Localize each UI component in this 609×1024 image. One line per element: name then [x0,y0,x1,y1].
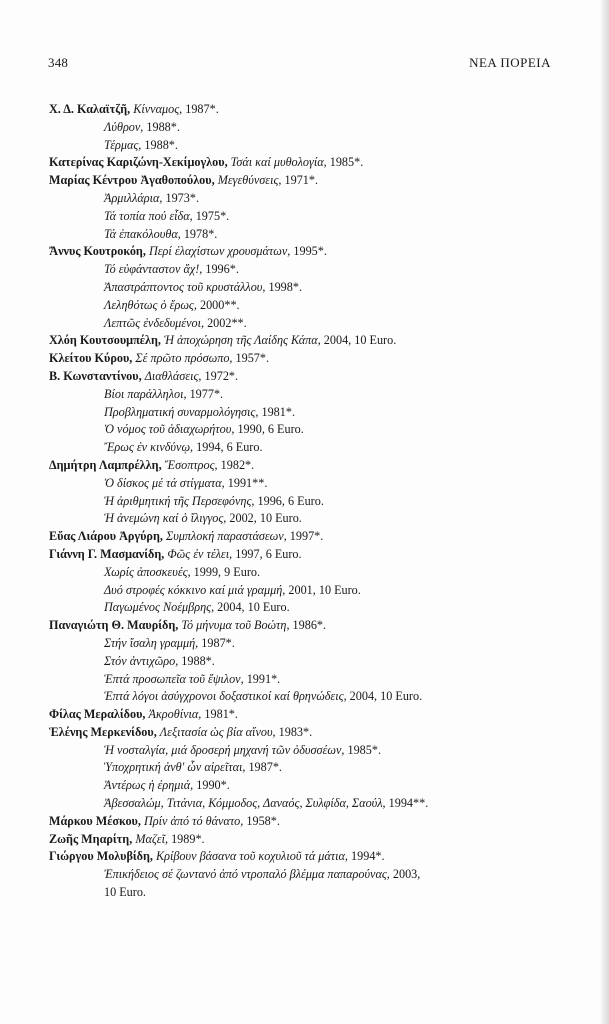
bibliography-subentry [49,759,559,777]
entry-details: 2001, 10 Euro. [288,582,361,597]
entry-details: 1985*. [329,155,364,170]
entry-title: Στήν ἴσαλη γραμμή, [104,635,199,650]
entry-title: Λεληθότως ὁ ἔρως, [104,297,197,312]
entry-title: Στόν ἀντιχῶρο, [104,653,179,668]
entry-title: Ἔρως ἐν κινδύνῳ, [104,440,194,455]
entry-author: Ἄννυς Κουτροκόη, [49,244,146,259]
entry-title: Τό εὐφάνταστον ἄχ!, [104,262,203,277]
entry-author: Ἑλένης Μερκενίδου, [49,724,157,739]
entry-title: Ἀντέρως ἡ ἐρημιά, [104,778,194,793]
entry-title: Λύθρον, [104,119,144,134]
entry-title: Πρίν ἀπό τό θάνατο, [143,813,244,828]
entry-title: Ὁ νόμος τοῦ ἀδιαχωρήτου, [104,422,235,437]
entry-author: Χλόη Κουτσουμπέλη, [49,333,161,348]
entry-details: 1977*. [189,386,224,401]
bibliography-entry [49,848,559,866]
entry-details: 1982*. [220,457,255,472]
entry-details: 1997, 6 Euro. [235,546,302,561]
entry-title: Ἔσοπτρος, [164,457,218,472]
entry-details: 1991*. [246,671,281,686]
entry-title: Τά τοπία πού εἶδα, [104,208,193,223]
bibliography-entry [49,831,559,849]
entry-details: 1975*. [195,208,230,223]
bibliography-entry [49,813,559,831]
entry-title: Μαζεῖ, [135,831,169,846]
bibliography-subentry [49,226,559,244]
bibliography-subentry [49,475,559,493]
entry-details: 1995*. [293,244,327,259]
entry-author: Δημήτρη Λαμπρέλλη, [49,457,162,472]
entry-title: Συμπλοκή παραστάσεων, [165,529,287,544]
bibliography-subentry [49,599,559,617]
bibliography-subentry [49,742,559,760]
bibliography-entry [49,546,559,564]
bibliography-subentry [49,439,559,457]
entry-details: 1996, 6 Euro. [257,493,324,508]
bibliography-entry [49,617,559,635]
entry-details: 1957*. [235,351,270,366]
bibliography-entry [49,528,559,546]
bibliography-entry [49,457,559,475]
entry-details: 1999, 9 Euro. [193,564,261,579]
bibliography-subentry [49,421,559,439]
bibliography-entry [49,172,559,190]
entry-title: Λεπτῶς ἐνδεδυμένοι, [104,315,205,330]
entry-details: 2002, 10 Euro. [229,511,302,526]
entry-title: Ἑπτά προσωπεῖα τοῦ ἔψιλον, [104,671,244,686]
entry-title: Παγωμένος Νοέμβρης, [104,600,215,615]
entry-author: Κλείτου Κύρου, [49,351,133,366]
bibliography-subentry [49,635,559,653]
bibliography-subentry [49,190,559,208]
entry-title: Τό μήνυμα τοῦ Βοώτη, [181,618,290,633]
bibliography-subentry [49,866,559,884]
entry-author: Φίλας Μεραλίδου, [49,707,146,722]
bibliography-entry [49,350,559,368]
bibliography-entry [49,154,559,172]
entry-details: 1998*. [268,279,302,294]
entry-title: Περί ἐλαχίστων χρουσμάτων, [148,244,291,259]
entry-details: 1988*. [144,137,178,152]
entry-title: Ἑπτά λόγοι ἀσύγχρονοι δοξαστικοί καί θρηνώδεις, [104,689,347,704]
entry-author: Γιάννη Γ. Μασμανίδη, [49,546,165,561]
entry-author: Κατερίνας Καριζώνη-Χεκίμογλου, [49,155,228,170]
entry-details: 1989*. [171,831,205,846]
entry-details: 2004, 10 Euro. [323,333,397,348]
entry-author: Ζωῆς Μηαρίτη, [49,831,133,846]
bibliography-subentry [49,279,559,297]
bibliography-subentry [49,386,559,404]
bibliography-entry [49,706,559,724]
bibliography-subentry [49,653,559,671]
bibliography-subentry [49,688,559,706]
entry-title: Φῶς ἐν τέλει, [167,546,233,561]
entry-details: 1972*. [204,368,239,383]
bibliography-subentry [49,137,559,155]
entry-details: 1997*. [289,529,324,544]
entry-title: Ἀπαστράπτοντος τοῦ κρυστάλλου, [104,279,266,294]
entry-title: Τσάι καί μυθολογία, [230,155,327,170]
bibliography-subentry [49,297,559,315]
bibliography-list [49,101,559,902]
bibliography-subentry [49,261,559,279]
entry-details: 10 Euro. [104,885,146,900]
entry-title: Δυό στροφές κόκκινο καί μιά γραμμή, [104,582,286,597]
entry-author: Μαρίας Κέντρου Ἀγαθοπούλου, [49,173,215,188]
entry-title: Τά ἐπακόλουθα, [104,226,181,241]
page-spine-shadow [601,0,609,1024]
entry-details: 1987*. [248,760,282,775]
entry-details: 1987*. [201,635,235,650]
bibliography-subentry [49,208,559,226]
entry-title: Ἡ ἀνεμώνη καί ὁ ἴλιγγος, [104,511,227,526]
bibliography-entry [49,332,559,350]
entry-title: Σέ πρῶτο πρόσωπο, [135,351,233,366]
entry-details: 1973*. [165,190,199,205]
entry-details: 1978*. [183,226,218,241]
bibliography-subentry [49,315,559,333]
entry-details: 1994*. [351,849,385,864]
entry-author: Εὔας Λιάρου Ἀργύρη, [49,529,163,544]
entry-details: 2003, [392,867,421,882]
page-header [48,55,551,75]
entry-details: 1994**. [388,796,429,811]
entry-title: Ἀρμιλλάρια, [104,190,163,205]
entry-title: Λεξιτασία ὡς βία αἴνου, [159,724,276,739]
bibliography-subentry [49,582,559,600]
entry-author: Β. Κωνσταντίνου, [49,368,142,383]
bibliography-subentry [49,510,559,528]
entry-title: Κρίβουν βάσανα τοῦ κοχυλιοῦ τά μάτια, [156,849,348,864]
entry-details: 1994, 6 Euro. [196,440,263,455]
entry-details: 1991**. [227,475,268,490]
entry-title: Κίνναμος, [133,102,183,116]
entry-details: 1971*. [284,173,319,188]
entry-title: Διαθλάσεις, [144,368,202,383]
entry-details: 1996*. [205,262,239,277]
entry-title: Μεγεθύνσεις, [217,173,282,188]
entry-details: 1986*. [292,618,327,633]
bibliography-subentry [49,671,559,689]
entry-title: Προβληματική συναρμολόγησις, [104,404,259,419]
entry-details: 1988*. [146,119,180,134]
entry-title: Βίοι παράλληλοι, [104,386,187,401]
bibliography-entry [49,724,559,742]
entry-author: Χ. Δ. Καλαϊτζῆ, [49,102,131,116]
bibliography-entry [49,243,559,261]
bibliography-subentry [49,119,559,137]
bibliography-subentry [49,404,559,422]
entry-title: Ἡ ἀριθμητική τῆς Περσεφόνης, [104,493,255,508]
entry-details: 1981*. [204,707,238,722]
bibliography-subentry [49,493,559,511]
entry-title: Ἐπικήδειος σέ ζωντανό ἀπό ντροπαλό βλέμμα παπαρούνας, [104,867,390,882]
entry-title: Ὁ δίσκος μέ τά στίγματα, [104,475,225,490]
running-title: ΝΕΑ ΠΟΡΕΙΑ [469,55,551,70]
page-number: 348 [48,55,69,70]
entry-details: 1987*. [185,102,219,116]
entry-details: 1988*. [181,653,215,668]
entry-details: 1958*. [246,813,280,828]
entry-author: Παναγιώτη Θ. Μαυρίδη, [49,618,179,633]
entry-details: 1981*. [261,404,295,419]
entry-details: 2004, 10 Euro. [349,689,423,704]
entry-title: Ἀκροθίνια, [148,707,202,722]
entry-details: 2000**. [199,297,240,312]
bibliography-entry [49,368,559,386]
bibliography-subentry [49,884,559,902]
bibliography-subentry [49,777,559,795]
entry-details: 1990*. [196,778,230,793]
entry-title: Ἡ νοσταλγία, μιά δροσερή μηχανή τῶν ὀδυσσέων, [104,742,345,757]
entry-author: Γιώργου Μολυβίδη, [49,849,153,864]
entry-details: 2002**. [207,315,247,330]
bibliography-entry [49,101,559,119]
entry-title: Ἡ ἀποχώρηση τῆς Λαίδης Κάπα, [163,333,321,348]
entry-author: Μάρκου Μέσκου, [49,813,141,828]
entry-title: Ὑποχρητική ἀνθ' ὧν αἱρεῖται, [104,760,246,775]
entry-title: Τέρμας, [104,137,142,152]
entry-title: Ἀβεσσαλώμ, Τιτάνια, Κόμμοδος, Δαναός, Συλφίδα, Σαούλ, [104,796,386,811]
entry-details: 1990, 6 Euro. [237,422,304,437]
entry-title: Χωρίς ἀποσκευές, [104,564,191,579]
entry-details: 1983*. [278,724,313,739]
entry-details: 2004, 10 Euro. [217,600,290,615]
entry-details: 1985*. [347,742,381,757]
bibliography-subentry [49,795,559,813]
bibliography-subentry [49,564,559,582]
